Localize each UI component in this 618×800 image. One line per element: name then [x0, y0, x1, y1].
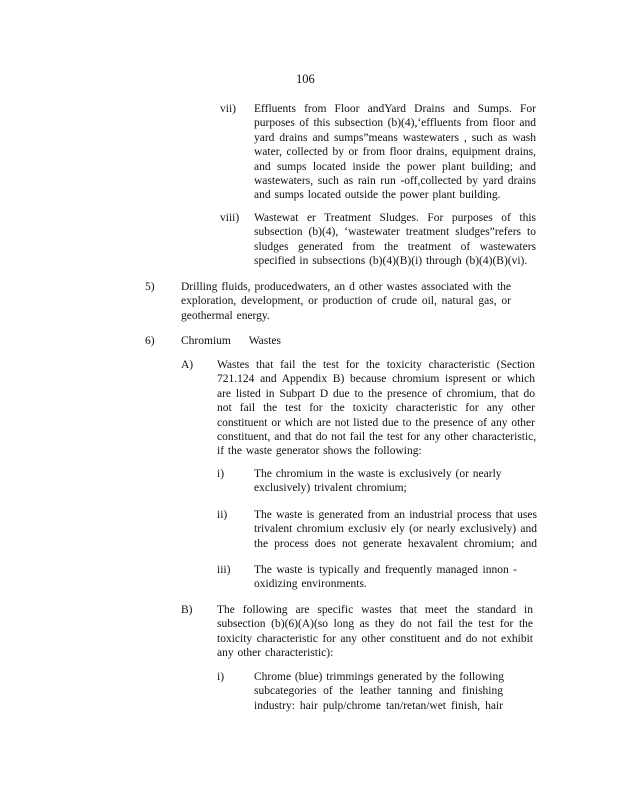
item-text-6: [181, 334, 281, 348]
text-line: geothermal energy.: [181, 309, 270, 322]
item-marker-6ai: i): [217, 468, 225, 480]
text-line: subcategories of the leather tanning and finishing: [254, 685, 503, 698]
item-text-vii: [254, 102, 536, 203]
text-line: oxidizing environments.: [254, 578, 367, 591]
text-line: constituent or which are not listed due to the presence of any other: [217, 416, 535, 429]
item-marker-6aii: ii): [217, 509, 228, 521]
item-text-6bi: [254, 670, 503, 713]
text-line: Wastes that fail the test for the toxicity characteristic (Section: [217, 359, 535, 371]
text-line: wastewaters, such as rain run -off,collected by yard drains: [254, 175, 536, 188]
text-line: not fail the test for the toxicity characteristic for any other: [217, 402, 535, 415]
text-line: industry: hair pulp/chrome tan/retan/wet finish, hair: [254, 699, 503, 712]
item-marker-vii: vii): [220, 103, 236, 115]
text-line: the process does not generate hexavalent chromium; and: [254, 537, 537, 550]
text-line: Chrome (blue) trimmings generated by the following: [254, 671, 504, 683]
text-line: are listed in Subpart D due to the presence of chromium, that do: [217, 387, 535, 400]
text-line: constituent, and that do not fail the test for any other characteristic,: [217, 431, 537, 444]
item-text-6a: [217, 358, 535, 459]
item-text-6b: [217, 603, 533, 661]
text-line: and sumps located outside the power plant building.: [254, 189, 501, 202]
item-text-6aii: [254, 508, 537, 551]
item-marker-6: 6): [145, 335, 155, 347]
text-line: The following are specific wastes that meet the standard in: [217, 604, 533, 616]
item-marker-6aiii: iii): [217, 564, 231, 576]
text-line: purposes of this subsection (b)(4),‘effluents from floor and: [254, 117, 536, 130]
text-line: and sumps located inside the power plant building; and: [254, 160, 536, 173]
text-line: Chromium Wastes: [181, 335, 281, 347]
item-marker-6a: A): [181, 359, 194, 371]
text-line: exploration, development, or production of crude oil, natural gas, or: [181, 295, 511, 308]
text-line: subsection (b)(4), ‘wastewater treatment sludges”refers to: [254, 226, 536, 239]
text-line: exclusively) trivalent chromium;: [254, 482, 407, 495]
text-line: yard drains and sumps”means wastewaters , such as wash: [254, 131, 536, 144]
text-line: any other characteristic):: [217, 647, 334, 660]
text-line: The chromium in the waste is exclusively (or nearly: [254, 468, 502, 480]
item-text-viii: [254, 211, 536, 269]
text-line: 721.124 and Appendix B) because chromium ispresent or which: [217, 373, 535, 386]
item-marker-5: 5): [145, 281, 155, 293]
text-line: sludges generated from the treatment of wastewaters: [254, 240, 536, 253]
text-line: water, collected by or from floor drains, equipment drains,: [254, 146, 536, 159]
text-line: Drilling fluids, producedwaters, an d other wastes associated with the: [181, 281, 511, 293]
item-marker-6b: B): [181, 604, 193, 616]
text-line: if the waste generator shows the following:: [217, 445, 422, 458]
item-marker-6bi: i): [217, 671, 225, 683]
text-line: subsection (b)(6)(A)(so long as they do not fail the test for the: [217, 618, 533, 631]
item-text-6ai: [254, 467, 501, 496]
item-text-6aiii: [254, 563, 517, 592]
text-line: Wastewat er Treatment Sludges. For purposes of this: [254, 212, 536, 224]
text-line: The waste is generated from an industrial process that uses: [254, 509, 537, 521]
text-line: The waste is typically and frequently managed innon -: [254, 564, 517, 576]
text-line: trivalent chromium exclusiv ely (or nearly exclusively) and: [254, 523, 537, 536]
text-line: Effluents from Floor andYard Drains and Sumps. For: [254, 103, 536, 115]
item-marker-viii: viii): [220, 212, 240, 224]
page-number: 106: [296, 72, 315, 86]
text-line: specified in subsections (b)(4)(B)(i) through (b)(4)(B)(vi).: [254, 255, 528, 268]
text-line: toxicity characteristic for any other constituent and do not exhibit: [217, 632, 533, 645]
item-text-5: [181, 280, 511, 323]
